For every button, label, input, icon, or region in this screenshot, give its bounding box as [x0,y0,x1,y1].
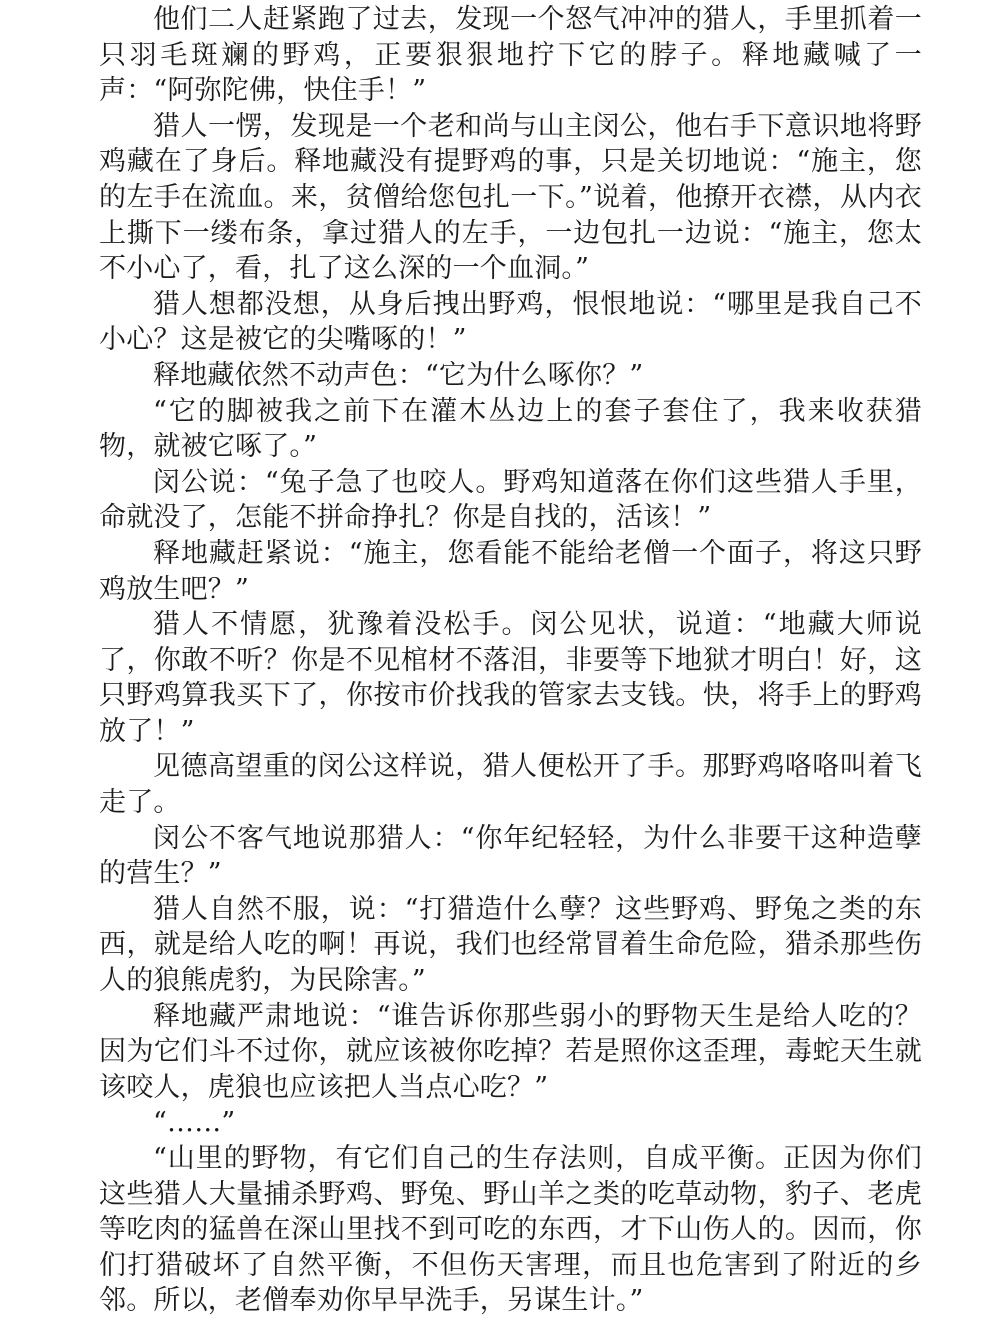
paragraph-10: 闵公不客气地说那猎人：“你年纪轻轻，为什么非要干这种造孽的营生？” [99,822,922,890]
paragraph-14: “山里的野物，有它们自己的生存法则，自成平衡。正因为你们这些猎人大量捕杀野鸡、野兔、野山羊之类的吃草动物，豹子、老虎等吃肉的猛兽在深山里找不到可吃的东西，才下山伤人的。因而，你们打猎破坏了自然平衡，不但伤天害理，而且也危害到了附近的乡邻。所以，老僧奉劝你早早洗手，另谋生计。” [99,1143,922,1317]
paragraph-13: “……” [153,1107,236,1139]
paragraph-7: 释地藏赶紧说：“施主，您看能不能给老僧一个面子，将这只野鸡放生吧？” [99,537,922,605]
paragraph-6: 闵公说：“兔子急了也咬人。野鸡知道落在你们这些猎人手里，命就没了，怎能不拼命挣扎？你是自找的，活该！” [99,466,922,534]
paragraph-1: 他们二人赶紧跑了过去，发现一个怒气冲冲的猎人，手里抓着一只羽毛斑斓的野鸡，正要狠狠地拧下它的脖子。释地藏喊了一声：“阿弥陀佛，快住手！” [99,4,922,107]
paragraph-2: 猎人一愣，发现是一个老和尚与山主闵公，他右手下意识地将野鸡藏在了身后。释地藏没有提野鸡的事，只是关切地说：“施主，您的左手在流血。来，贫僧给您包扎一下。”说着，他撩开衣襟，从内衣上撕下一缕布条，拿过猎人的左手，一边包扎一边说：“施主，您太不小心了，看，扎了这么深的一个血洞。” [99,110,922,285]
paragraph-12: 释地藏严肃地说：“谁告诉你那些弱小的野物天生是给人吃的？因为它们斗不过你，就应该被你吃掉？若是照你这歪理，毒蛇天生就该咬人，虎狼也应该把人当点心吃？” [99,1000,922,1103]
paragraph-3: 猎人想都没想，从身后拽出野鸡，恨恨地说：“哪里是我自己不小心？这是被它的尖嘴啄的！” [99,288,922,356]
paragraph-9: 见德高望重的闵公这样说，猎人便松开了手。那野鸡咯咯叫着飞走了。 [99,751,922,819]
paragraph-5: “它的脚被我之前下在灌木丛边上的套子套住了，我来收获猎物，就被它啄了。” [99,395,922,463]
paragraph-4: 释地藏依然不动声色：“它为什么啄你？” [153,359,644,391]
paragraph-8: 猎人不情愿，犹豫着没松手。闵公见状，说道：“地藏大师说了，你敢不听？你是不见棺材不落泪，非要等下地狱才明白！好，这只野鸡算我买下了，你按市价找我的管家去支钱。快，将手上的野鸡放了！” [99,609,922,747]
paragraph-11: 猎人自然不服，说：“打猎造什么孽？这些野鸡、野兔之类的东西，就是给人吃的啊！再说，我们也经常冒着生命危险，猎杀那些伤人的狼熊虎豹，为民除害。” [99,893,922,997]
